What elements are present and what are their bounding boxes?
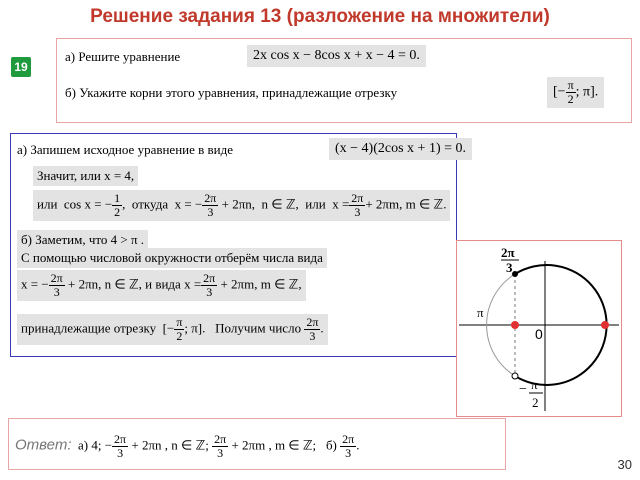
frac-2pi-num-5: 2π	[306, 315, 319, 329]
sol-root2-a: x =	[332, 196, 350, 212]
ans-frac-den-1: 3	[117, 446, 124, 460]
sol-n-in-z: n ∈ ℤ,	[261, 196, 299, 212]
ans-frac-num-2: 2π	[214, 432, 227, 446]
answer-b: б)	[325, 437, 337, 453]
point-neg-2pi3	[512, 373, 518, 379]
point-pi	[511, 321, 519, 329]
ans-frac-den-3: 3	[345, 446, 352, 460]
frac-pi-den-2: 2	[176, 329, 183, 343]
label-minus: −	[519, 382, 527, 397]
label-pi: π	[477, 305, 484, 320]
sol-root2-b: + 2πm, m ∈ ℤ.	[365, 196, 447, 212]
sol-cos-eq: cos x = −	[63, 196, 113, 212]
sol-or-1: или	[37, 196, 58, 212]
frac-pi-num-2: π	[176, 315, 183, 329]
sol-line7-b: Получим число	[215, 320, 302, 336]
label-bottom-pi: π	[531, 377, 538, 392]
slide-title: Решение задания 13 (разложение на множители)	[90, 6, 550, 27]
task-box	[56, 38, 632, 123]
sol-line6-a: x = −	[21, 276, 49, 292]
sol-line6	[17, 270, 306, 301]
frac-3-den: 3	[207, 205, 214, 219]
point-zero	[601, 321, 609, 329]
sol-line5: С помощью числовой окружности отберём числа вида	[17, 248, 327, 268]
sol-line2: Значит, или x = 4,	[33, 166, 138, 186]
ans-frac-num-3: 2π	[342, 432, 355, 446]
frac-one-num: 1	[114, 191, 121, 205]
label-bottom-2: 2	[532, 395, 539, 410]
frac-2pi-num-2: 2π	[351, 191, 364, 205]
unit-circle-box	[456, 240, 622, 417]
frac-2pi-num: 2π	[204, 191, 217, 205]
sol-line6-b: + 2πn, n ∈ ℤ, и вида x =	[67, 276, 202, 292]
page-number: 30	[617, 457, 632, 472]
point-2pi3	[512, 271, 518, 277]
task-number-badge: 19	[11, 57, 31, 77]
label-3: 3	[506, 260, 513, 275]
sol-line6-c: + 2πm, m ∈ ℤ,	[220, 276, 302, 292]
sol-line1-equation: (x − 4)(2cos x + 1) = 0.	[329, 138, 472, 160]
frac-3-den-2: 3	[354, 205, 361, 219]
sol-or-2: или	[305, 196, 326, 212]
answer-line: Ответ: а) 4; − $\frac{2\pi}{3}$ + 2πn , n ∈ ℤ; $\frac{2\pi}{3}$ + 2πm , m ∈ ℤ; б) $\frac{2\pi}{3}$ .	[15, 432, 360, 460]
task-b-segment: [− $\frac{\pi}{2}$ ; π].	[547, 77, 604, 108]
sol-line7-a: принадлежащие отрезку	[21, 320, 157, 336]
answer-box	[8, 418, 506, 470]
sol-root1-a: x = −	[174, 196, 203, 212]
task-a-equation: 2x cos x − 8cos x + x − 4 = 0.	[247, 45, 426, 67]
solution-box	[10, 133, 466, 357]
label-2pi: 2π	[501, 245, 515, 260]
frac-2pi-num-4: 2π	[203, 271, 216, 285]
label-zero: 0	[535, 326, 543, 342]
sol-line4: б) Заметим, что 4 > π .	[17, 230, 148, 250]
sol-otkuda: откуда	[131, 196, 169, 212]
task-b-label: б) Укажите корни этого уравнения, принадлежащие отрезку	[65, 85, 398, 100]
sol-line7: принадлежащие отрезку [− $\frac{\pi}{2}$ ; π]. Получим число $\frac{2\pi}{3}$ .	[17, 314, 328, 345]
ans-frac-num-1: 2π	[114, 432, 127, 446]
frac-pi-num: π	[567, 78, 574, 92]
frac-3-den-3: 3	[53, 285, 60, 299]
frac-pi-den: 2	[567, 92, 574, 106]
frac-3-den-5: 3	[309, 329, 316, 343]
frac-half-den: 2	[114, 205, 121, 219]
frac-2pi-num-3: 2π	[50, 271, 63, 285]
answer-a: а) 4; −	[78, 437, 113, 453]
answer-a2: + 2πn , n ∈ ℤ;	[131, 437, 209, 453]
answer-label: Ответ:	[15, 436, 72, 454]
ans-frac-den-2: 3	[217, 446, 224, 460]
sol-root1-b: + 2πn,	[221, 196, 256, 212]
sol-line1-label: а) Запишем исходное уравнение в виде	[17, 142, 234, 157]
frac-3-den-4: 3	[206, 285, 213, 299]
answer-a3: + 2πm , m ∈ ℤ;	[231, 437, 317, 453]
unit-circle-diagram	[457, 241, 621, 416]
sol-line3: или cos x = − $\frac{1}{2}$ , откуда x = − $\frac{2\pi}{3}$ + 2πn, n ∈ ℤ, или x = $\frac{2\pi}{3}$ + 2πm, m ∈ ℤ.	[33, 190, 450, 221]
task-a-label: а) Решите уравнение	[65, 49, 181, 64]
